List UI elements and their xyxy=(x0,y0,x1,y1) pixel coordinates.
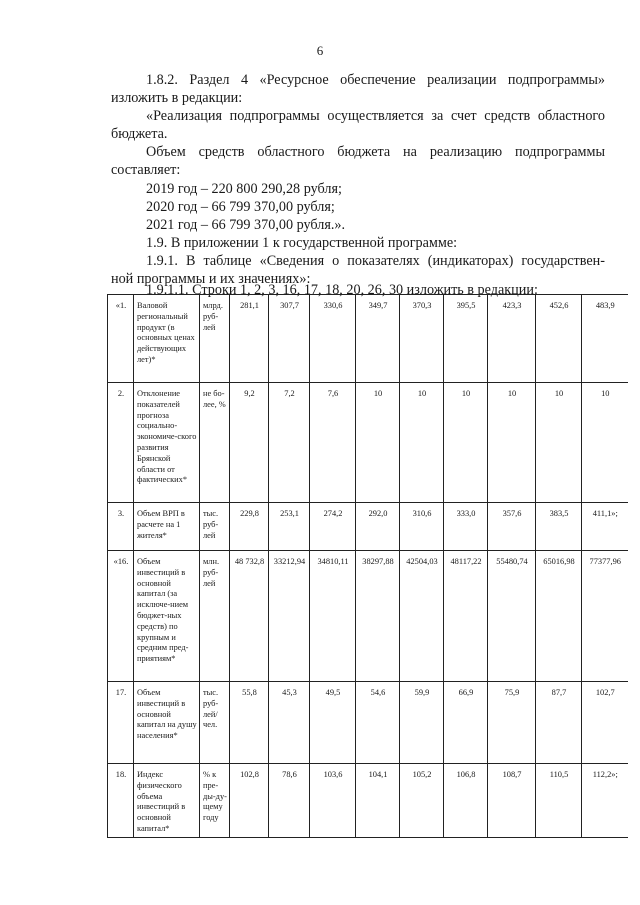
table-row xyxy=(108,383,628,503)
value-cell: 45,3 xyxy=(269,682,310,764)
value-cell: 10 xyxy=(488,383,536,503)
paragraph-line: изложить в редакции: xyxy=(111,90,243,106)
table-body xyxy=(108,295,628,838)
table-row xyxy=(108,295,628,383)
unit-cell: % к пре-ды-ду-щему году xyxy=(200,764,230,838)
value-cell: 274,2 xyxy=(310,503,356,551)
value-cell: 42504,03 xyxy=(400,551,444,682)
value-cell: 65016,98 xyxy=(536,551,582,682)
value-cell: 87,7 xyxy=(536,682,582,764)
indicator-name-cell: Объем ВРП в расчете на 1 жителя* xyxy=(134,503,200,551)
value-cell: 59,9 xyxy=(400,682,444,764)
paragraph-line: 1.8.2. Раздел 4 «Ресурсное обеспечение реализации подпрограммы» xyxy=(146,72,605,88)
value-cell: 49,5 xyxy=(310,682,356,764)
paragraph-line: 2019 год – 220 800 290,28 рубля; xyxy=(146,181,342,197)
value-cell: 253,1 xyxy=(269,503,310,551)
row-number-cell: «1. xyxy=(108,295,134,383)
value-cell: 357,6 xyxy=(488,503,536,551)
unit-cell: млрд. руб-лей xyxy=(200,295,230,383)
value-cell: 330,6 xyxy=(310,295,356,383)
value-cell: 48 732,8 xyxy=(230,551,269,682)
value-cell: 310,6 xyxy=(400,503,444,551)
value-cell: 349,7 xyxy=(356,295,400,383)
unit-cell: не бо-лее, % xyxy=(200,383,230,503)
value-cell: 395,5 xyxy=(444,295,488,383)
value-cell: 54,6 xyxy=(356,682,400,764)
value-cell: 10 xyxy=(356,383,400,503)
value-cell: 77377,96 xyxy=(582,551,628,682)
value-cell: 452,6 xyxy=(536,295,582,383)
paragraph-line: составляет: xyxy=(111,162,181,178)
indicator-name-cell: Отклонение показателей прогноза социально-экономиче-ского развития Брянской области от фактических* xyxy=(134,383,200,503)
paragraph-line: 1.9.1. В таблице «Сведения о показателях (индикаторах) государствен- xyxy=(146,253,605,269)
value-cell: 10 xyxy=(536,383,582,503)
value-cell: 7,6 xyxy=(310,383,356,503)
paragraph-line: 2021 год – 66 799 370,00 рубля.». xyxy=(146,217,346,233)
paragraph-line: 2020 год – 66 799 370,00 рубля; xyxy=(146,199,335,215)
value-cell: 10 xyxy=(582,383,628,503)
value-cell: 383,5 xyxy=(536,503,582,551)
table-row xyxy=(108,682,628,764)
paragraph-line: Объем средств областного бюджета на реализацию подпрограммы xyxy=(146,144,605,160)
value-cell: 483,9 xyxy=(582,295,628,383)
value-cell: 103,6 xyxy=(310,764,356,838)
value-cell: 106,8 xyxy=(444,764,488,838)
value-cell: 105,2 xyxy=(400,764,444,838)
value-cell: 34810,11 xyxy=(310,551,356,682)
value-cell: 307,7 xyxy=(269,295,310,383)
value-cell: 423,3 xyxy=(488,295,536,383)
indicator-name-cell: Объем инвестиций в основной капитал (за исключе-нием бюджет-ных средств) по крупным и средним пред-приятиям* xyxy=(134,551,200,682)
table-row xyxy=(108,551,628,682)
paragraph-line: бюджета. xyxy=(111,126,168,142)
paragraph-line: 1.9. В приложении 1 к государственной программе: xyxy=(146,235,458,251)
paragraph-line: «Реализация подпрограммы осуществляется за счет средств областного xyxy=(146,108,605,124)
value-cell: 102,7 xyxy=(582,682,628,764)
value-cell: 9,2 xyxy=(230,383,269,503)
value-cell: 10 xyxy=(400,383,444,503)
value-cell: 7,2 xyxy=(269,383,310,503)
row-number-cell: 18. xyxy=(108,764,134,838)
page-number: 6 xyxy=(316,43,324,58)
value-cell: 292,0 xyxy=(356,503,400,551)
indicator-name-cell: Индекс физического объема инвестиций в основной капитал* xyxy=(134,764,200,838)
value-cell: 10 xyxy=(444,383,488,503)
value-cell: 48117,22 xyxy=(444,551,488,682)
value-cell: 78,6 xyxy=(269,764,310,838)
value-cell: 55480,74 xyxy=(488,551,536,682)
value-cell: 38297,88 xyxy=(356,551,400,682)
row-number-cell: 17. xyxy=(108,682,134,764)
value-cell: 55,8 xyxy=(230,682,269,764)
unit-cell: млн. руб-лей xyxy=(200,551,230,682)
value-cell: 75,9 xyxy=(488,682,536,764)
paragraph-line: 1.9.1.1. Строки 1, 2, 3, 16, 17, 18, 20, 26, 30 изложить в редакции: xyxy=(146,282,538,298)
indicators-table xyxy=(107,294,628,838)
value-cell: 281,1 xyxy=(230,295,269,383)
table-row xyxy=(108,764,628,838)
table-row xyxy=(108,503,628,551)
paragraph-line: ной программы и их значениях»: xyxy=(111,271,311,287)
unit-cell: тыс. руб-лей/ чел. xyxy=(200,682,230,764)
value-cell: 411,1»; xyxy=(582,503,628,551)
value-cell: 108,7 xyxy=(488,764,536,838)
value-cell: 110,5 xyxy=(536,764,582,838)
row-number-cell: 2. xyxy=(108,383,134,503)
unit-cell: тыс. руб-лей xyxy=(200,503,230,551)
value-cell: 104,1 xyxy=(356,764,400,838)
value-cell: 370,3 xyxy=(400,295,444,383)
indicator-name-cell: Валовой региональный продукт (в основных ценах действующих лет)* xyxy=(134,295,200,383)
value-cell: 229,8 xyxy=(230,503,269,551)
value-cell: 102,8 xyxy=(230,764,269,838)
row-number-cell: 3. xyxy=(108,503,134,551)
row-number-cell: «16. xyxy=(108,551,134,682)
value-cell: 333,0 xyxy=(444,503,488,551)
value-cell: 33212,94 xyxy=(269,551,310,682)
indicator-name-cell: Объем инвестиций в основной капитал на душу населения* xyxy=(134,682,200,764)
value-cell: 112,2»; xyxy=(582,764,628,838)
value-cell: 66,9 xyxy=(444,682,488,764)
